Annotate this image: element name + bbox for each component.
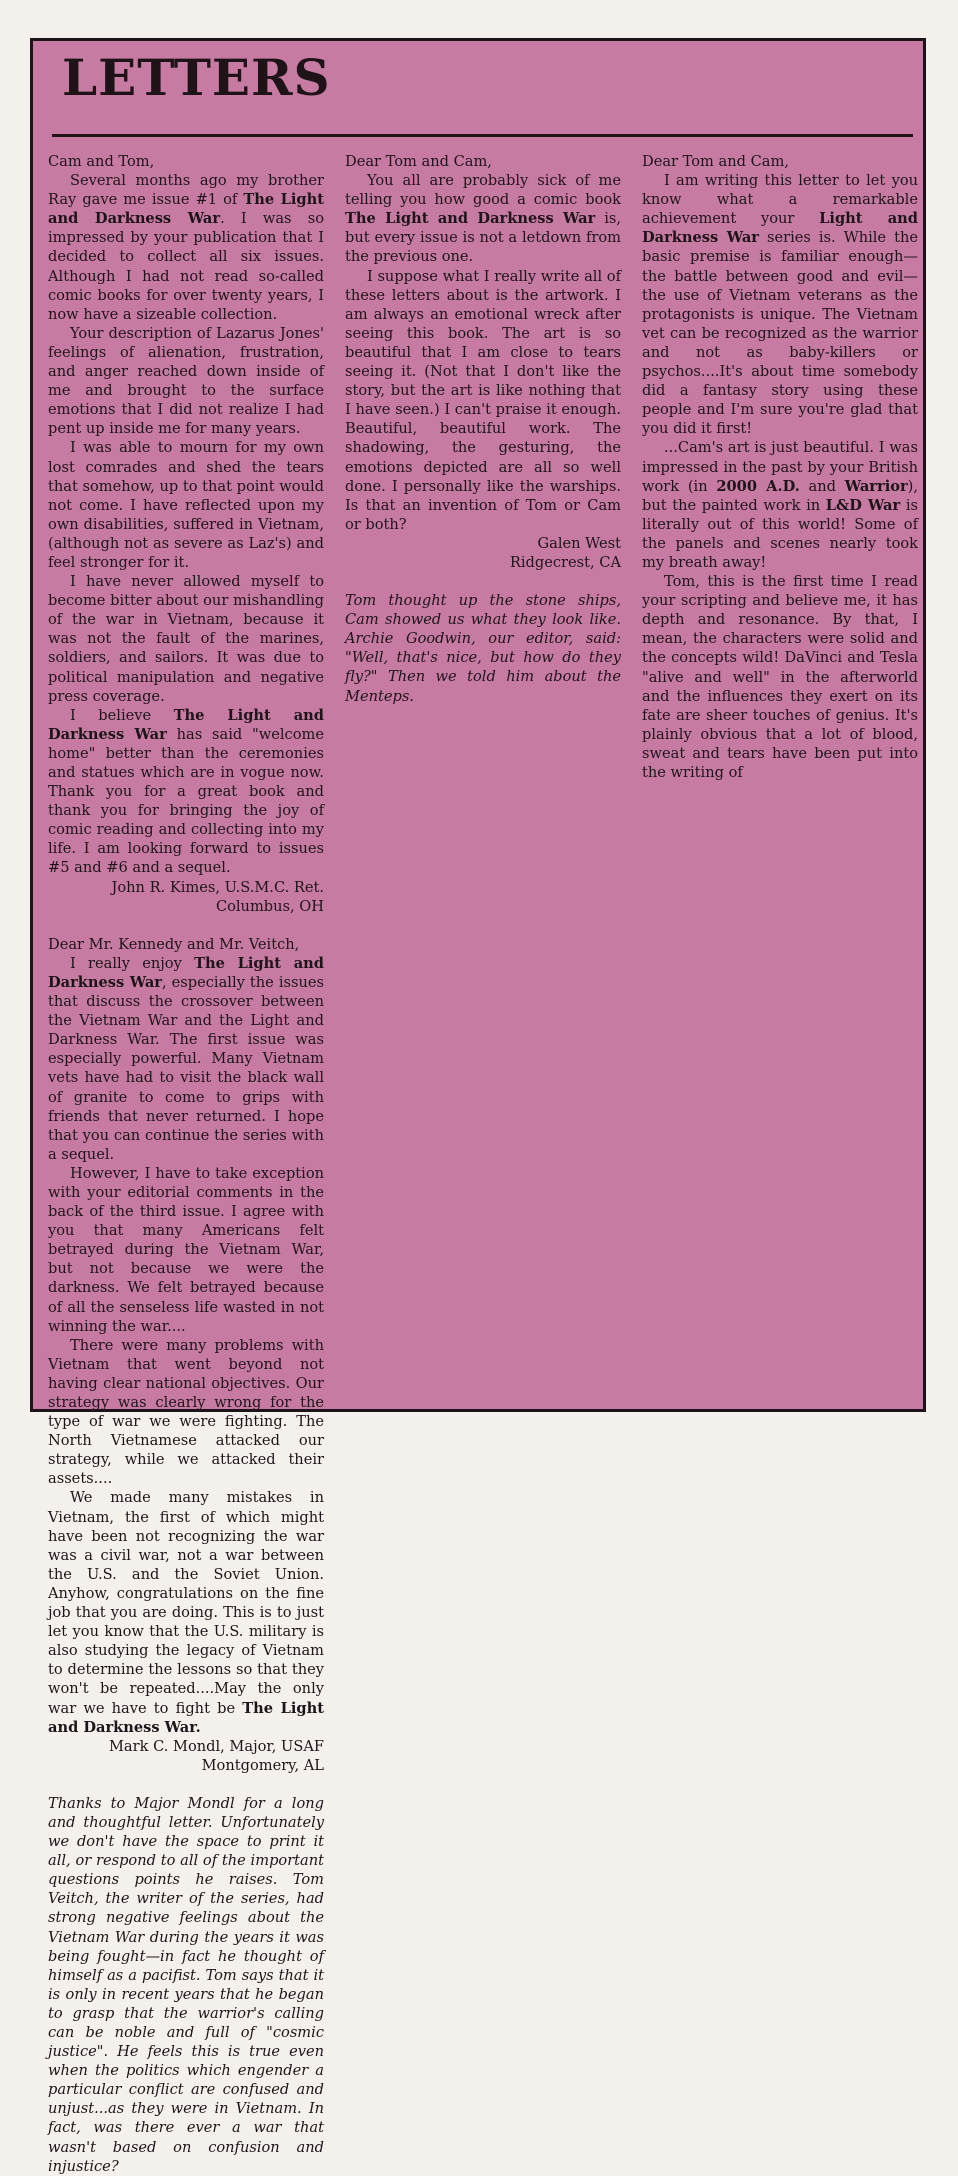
fourth-paragraph-2 (642, 438, 918, 572)
text-run: is literally out of this world! Some of the panels and scenes nearly took my breath away! (642, 496, 918, 571)
text-run: Several months ago my brother Ray gave me issue #1 of (48, 172, 324, 209)
book-title: L&D War (825, 496, 901, 514)
west-signature-name: Galen West (537, 534, 621, 552)
kimes-paragraph-4: I have never allowed myself to become bitter about our mishandling of the war in Vietnam, because it was not the fault of the marines, soldiers, and sailors. It was due to political manipulation and negative press coverage. (48, 573, 324, 705)
title-rule (52, 134, 913, 137)
book-title: The Light and Darkness War (48, 706, 324, 743)
mondl-paragraph-1 (48, 954, 324, 1164)
spacer (345, 706, 621, 725)
mondl-paragraph-4 (48, 1488, 324, 1736)
fourth-paragraph-3: Tom, this is the first time I read your scripting and believe me, it has depth and resonance. By that, I mean, the characters were solid and the concepts wild! DaVinci and Tesla "alive and well" in the afterworld and the influences they exert on its fate are sheer touches of genius. It's plainly obvious that a lot of blood, sweat and tears have been put into the writing of (642, 573, 918, 781)
mondl-paragraph-2: However, I have to take exception with your editorial comments in the back of the third issue. I agree with you that many Americans felt betrayed during the Vietnam War, but not because we were the darkness. We felt betrayed because of all the senseless life wasted in not winning the war.... (48, 1164, 324, 1335)
letters-body (48, 152, 918, 2175)
text-run: and (799, 477, 845, 495)
kimes-paragraph-5 (48, 706, 324, 878)
text-run: ...Cam's art is just beautiful. I was impressed in the past by your British work (in (642, 439, 918, 495)
publication-title: 2000 A.D. (716, 477, 800, 495)
kimes-paragraph-2: Your description of Lazarus Jones' feelings of alienation, frustration, and anger reached down inside of me and brought to the surface emotions that I did not realize I had pent up inside me for many years. (48, 324, 324, 438)
mondl-signature-place: Montgomery, AL (201, 1756, 324, 1774)
text-run: . I was so impressed by your publication that I decided to collect all six issues. Although I had not read so-called comic books for over twenty years, I now have a sizeable collection. (48, 210, 325, 323)
column-3 (642, 152, 918, 1404)
kimes-signature-name: John R. Kimes, U.S.M.C. Ret. (111, 878, 324, 896)
book-title: The Light and Darkness War (345, 210, 596, 228)
mondl-paragraph-3: There were many problems with Vietnam that went beyond not having clear national objectives. Our strategy was clearly wrong for the type of war we were fighting. The North Vietnamese attacked our strategy, while we attacked their assets.... (48, 1336, 324, 1488)
book-title: The Light and Darkness War (48, 954, 324, 991)
text-run: has said "welcome home" better than the ceremonies and statues which are in vogue now. Thank you for a great book and thank you for bringing the joy of comic reading and collecting into my life. I am looking forward to issues #5 and #6 and a sequel. (48, 725, 324, 877)
kimes-salutation: Cam and Tom, (48, 153, 155, 170)
text-run: is, but every issue is not a letdown from the previous one. (345, 210, 622, 266)
text-run: I really enjoy (70, 954, 195, 972)
column-1 (48, 152, 325, 2175)
west-signature-place: Ridgecrest, CA (509, 553, 621, 571)
spacer (48, 916, 324, 935)
kimes-paragraph-1 (48, 171, 324, 324)
text-run: I am writing this letter to let you know what a remarkable achievement your (642, 172, 918, 228)
text-run: I believe (70, 706, 174, 724)
text-run: We made many mistakes in Vietnam, the first of which might have been not recognizing the war was a civil war, not a war between the U.S. and the Soviet Union. Anyhow, congratulations on the fine job that you are doing. This is to just let you know that the U.S. military is also studying the legacy of Vietnam to determine the lessons so that they won't be repeated....May the only war we have to fight be (48, 1489, 324, 1717)
west-salutation: Dear Tom and Cam, (345, 153, 492, 170)
fourth-salutation: Dear Tom and Cam, (642, 153, 789, 170)
spacer (48, 1775, 324, 1794)
page-title: LETTERS (62, 48, 331, 107)
editor-reply-west: Tom thought up the stone ships, Cam showed us what they look like. Archie Goodwin, our editor, said: "Well, that's nice, but how do they fly?" Then we told him about the Menteps. (345, 592, 621, 705)
fourth-paragraph-1 (642, 171, 918, 438)
book-title: The Light and Darkness War (48, 191, 324, 228)
mondl-salutation: Dear Mr. Kennedy and Mr. Veitch, (48, 935, 300, 953)
text-run: You all are probably sick of me telling you how good a comic book (345, 172, 621, 209)
kimes-paragraph-3: I was able to mourn for my own lost comrades and shed the tears that somehow, up to that point would not come. I have reflected upon my own disabilities, suffered in Vietnam, (although not as severe as Laz's) and feel stronger for it. (48, 439, 324, 571)
book-title: The Light and Darkness War. (48, 1699, 324, 1736)
west-paragraph-2: I suppose what I really write all of these letters about is the artwork. I am always an emotional wreck after seeing this book. The art is so beautiful that I am close to tears seeing it. (Not that I don't like the story, but the art is like nothing that I have seen.) I can't praise it enough. Beautiful, beautiful work. The shadowing, the gesturing, the emotions depicted are all so well done. I personally like the warships. Is that an invention of Tom or Cam or both? (345, 267, 621, 533)
text-run: , especially the issues that discuss the crossover between the Vietnam War and the Light and Darkness War. The first issue was especially powerful. Many Vietnam vets have had to visit the black wall of granite to come to grips with friends that never returned. I hope that you can continue the series with a sequel. (48, 973, 324, 1163)
kimes-signature-place: Columbus, OH (215, 897, 324, 915)
west-paragraph-1 (345, 171, 621, 266)
spacer (345, 572, 621, 591)
book-title: Light and Darkness War (642, 210, 918, 247)
mondl-signature-name: Mark C. Mondl, Major, USAF (108, 1737, 324, 1755)
column-2 (345, 152, 621, 1404)
publication-title: Warrior (844, 477, 908, 495)
text-run: series is. While the basic premise is familiar enough—the battle between good and evil—the use of Vietnam veterans as the protagonists is unique. The Vietnam vet can be recognized as the warrior and not as baby-killers or psychos....It's about time somebody did a fantasy story using these people and I'm sure you're glad that you did it first! (642, 229, 918, 438)
editor-reply-mondl: Thanks to Major Mondl for a long and thoughtful letter. Unfortunately we don't have the space to print it all, or respond to all of the important questions points he raises. Tom Veitch, the writer of the series, had strong negative feelings about the Vietnam War during the years it was being fought—in fact he thought of himself as a pacifist. Tom says that it is only in recent years that he began to grasp that the warrior's calling can be noble and full of "cosmic justice". He feels this is true even when the politics which engender a particular conflict are confused and unjust...as they were in Vietnam. In fact, was there ever a war that wasn't based on confusion and injustice? (48, 1794, 324, 2175)
text-run: ), but the painted work in (642, 477, 918, 514)
